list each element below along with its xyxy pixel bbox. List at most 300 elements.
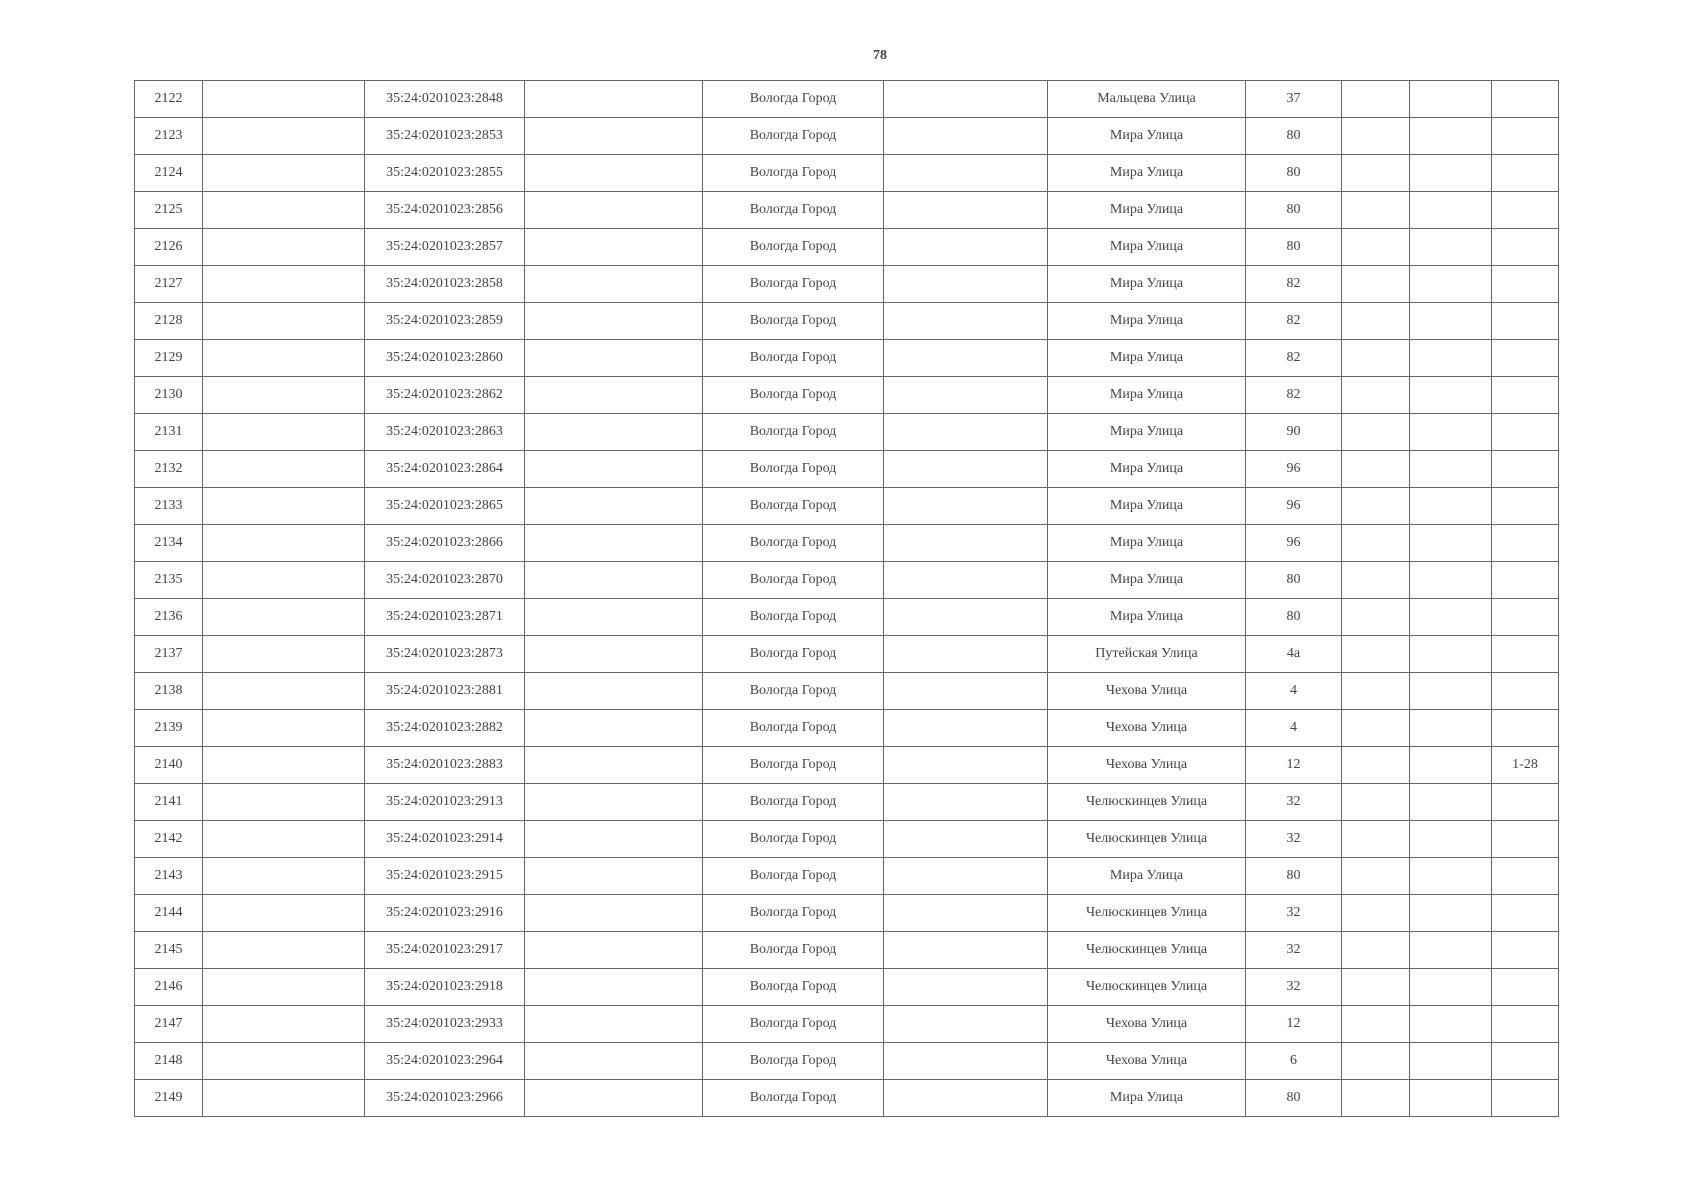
city-cell: Вологда Город (703, 932, 884, 969)
empty-cell (1410, 969, 1492, 1006)
apartment-cell (1492, 1006, 1559, 1043)
city-cell: Вологда Город (703, 599, 884, 636)
empty-cell (1342, 636, 1410, 673)
street-cell: Путейская Улица (1048, 636, 1246, 673)
house-number-cell: 32 (1246, 969, 1342, 1006)
house-number-cell: 96 (1246, 488, 1342, 525)
house-number-cell: 37 (1246, 81, 1342, 118)
row-number-cell: 2128 (135, 303, 203, 340)
page-number: 78 (873, 48, 887, 63)
cadastral-number-cell: 35:24:0201023:2873 (365, 636, 525, 673)
empty-cell (1410, 229, 1492, 266)
empty-cell (203, 118, 365, 155)
empty-cell (525, 969, 703, 1006)
house-number-cell: 80 (1246, 562, 1342, 599)
registry-table (134, 80, 1559, 1117)
apartment-cell (1492, 562, 1559, 599)
city-cell: Вологда Город (703, 673, 884, 710)
empty-cell (203, 377, 365, 414)
empty-cell (1410, 525, 1492, 562)
table-row (135, 1080, 1559, 1117)
empty-cell (525, 451, 703, 488)
empty-cell (203, 599, 365, 636)
empty-cell (525, 895, 703, 932)
empty-cell (1342, 266, 1410, 303)
apartment-cell (1492, 155, 1559, 192)
street-cell: Мира Улица (1048, 414, 1246, 451)
empty-cell (525, 636, 703, 673)
empty-cell (884, 562, 1048, 599)
table-row (135, 81, 1559, 118)
street-cell: Челюскинцев Улица (1048, 969, 1246, 1006)
empty-cell (884, 155, 1048, 192)
city-cell: Вологда Город (703, 266, 884, 303)
house-number-cell: 4 (1246, 673, 1342, 710)
empty-cell (525, 1080, 703, 1117)
cadastral-number-cell: 35:24:0201023:2856 (365, 192, 525, 229)
empty-cell (1342, 858, 1410, 895)
street-cell: Чехова Улица (1048, 673, 1246, 710)
cadastral-number-cell: 35:24:0201023:2915 (365, 858, 525, 895)
row-number-cell: 2146 (135, 969, 203, 1006)
street-cell: Мира Улица (1048, 1080, 1246, 1117)
empty-cell (203, 895, 365, 932)
empty-cell (1342, 932, 1410, 969)
apartment-cell: 1-28 (1492, 747, 1559, 784)
house-number-cell: 4а (1246, 636, 1342, 673)
empty-cell (1410, 1080, 1492, 1117)
street-cell: Мира Улица (1048, 118, 1246, 155)
empty-cell (203, 858, 365, 895)
city-cell: Вологда Город (703, 118, 884, 155)
cadastral-number-cell: 35:24:0201023:2913 (365, 784, 525, 821)
apartment-cell (1492, 192, 1559, 229)
apartment-cell (1492, 525, 1559, 562)
empty-cell (884, 932, 1048, 969)
empty-cell (203, 525, 365, 562)
empty-cell (525, 747, 703, 784)
empty-cell (1410, 303, 1492, 340)
cadastral-number-cell: 35:24:0201023:2966 (365, 1080, 525, 1117)
street-cell: Мира Улица (1048, 155, 1246, 192)
empty-cell (203, 488, 365, 525)
apartment-cell (1492, 673, 1559, 710)
empty-cell (1410, 1006, 1492, 1043)
empty-cell (525, 488, 703, 525)
house-number-cell: 80 (1246, 192, 1342, 229)
table-row (135, 451, 1559, 488)
apartment-cell (1492, 599, 1559, 636)
empty-cell (1342, 710, 1410, 747)
table-row (135, 562, 1559, 599)
empty-cell (203, 784, 365, 821)
empty-cell (1342, 562, 1410, 599)
table-row (135, 673, 1559, 710)
empty-cell (525, 118, 703, 155)
apartment-cell (1492, 118, 1559, 155)
house-number-cell: 82 (1246, 377, 1342, 414)
street-cell: Мира Улица (1048, 488, 1246, 525)
cadastral-number-cell: 35:24:0201023:2863 (365, 414, 525, 451)
empty-cell (1410, 488, 1492, 525)
row-number-cell: 2125 (135, 192, 203, 229)
empty-cell (1410, 636, 1492, 673)
empty-cell (884, 1006, 1048, 1043)
empty-cell (525, 821, 703, 858)
empty-cell (203, 1080, 365, 1117)
street-cell: Челюскинцев Улица (1048, 784, 1246, 821)
apartment-cell (1492, 266, 1559, 303)
street-cell: Мира Улица (1048, 377, 1246, 414)
empty-cell (525, 858, 703, 895)
row-number-cell: 2132 (135, 451, 203, 488)
apartment-cell (1492, 969, 1559, 1006)
city-cell: Вологда Город (703, 377, 884, 414)
empty-cell (203, 451, 365, 488)
city-cell: Вологда Город (703, 821, 884, 858)
house-number-cell: 80 (1246, 229, 1342, 266)
cadastral-number-cell: 35:24:0201023:2871 (365, 599, 525, 636)
city-cell: Вологда Город (703, 636, 884, 673)
table-row (135, 1006, 1559, 1043)
city-cell: Вологда Город (703, 303, 884, 340)
empty-cell (1410, 340, 1492, 377)
house-number-cell: 96 (1246, 525, 1342, 562)
house-number-cell: 96 (1246, 451, 1342, 488)
street-cell: Мира Улица (1048, 303, 1246, 340)
city-cell: Вологда Город (703, 488, 884, 525)
empty-cell (203, 155, 365, 192)
empty-cell (1342, 747, 1410, 784)
city-cell: Вологда Город (703, 895, 884, 932)
empty-cell (1342, 377, 1410, 414)
city-cell: Вологда Город (703, 340, 884, 377)
apartment-cell (1492, 488, 1559, 525)
empty-cell (1410, 784, 1492, 821)
empty-cell (1342, 599, 1410, 636)
street-cell: Челюскинцев Улица (1048, 895, 1246, 932)
table-row (135, 895, 1559, 932)
table-row (135, 377, 1559, 414)
row-number-cell: 2138 (135, 673, 203, 710)
empty-cell (884, 81, 1048, 118)
empty-cell (203, 414, 365, 451)
empty-cell (1410, 710, 1492, 747)
table-row (135, 229, 1559, 266)
empty-cell (1410, 673, 1492, 710)
empty-cell (884, 451, 1048, 488)
cadastral-number-cell: 35:24:0201023:2882 (365, 710, 525, 747)
empty-cell (884, 1080, 1048, 1117)
street-cell: Мира Улица (1048, 451, 1246, 488)
apartment-cell (1492, 303, 1559, 340)
city-cell: Вологда Город (703, 155, 884, 192)
table-row (135, 747, 1559, 784)
empty-cell (1342, 1006, 1410, 1043)
row-number-cell: 2136 (135, 599, 203, 636)
empty-cell (884, 414, 1048, 451)
apartment-cell (1492, 784, 1559, 821)
city-cell: Вологда Город (703, 1006, 884, 1043)
empty-cell (884, 858, 1048, 895)
empty-cell (203, 303, 365, 340)
empty-cell (1342, 895, 1410, 932)
empty-cell (1342, 821, 1410, 858)
empty-cell (203, 1006, 365, 1043)
empty-cell (1342, 673, 1410, 710)
empty-cell (1342, 525, 1410, 562)
house-number-cell: 80 (1246, 1080, 1342, 1117)
empty-cell (884, 118, 1048, 155)
empty-cell (203, 340, 365, 377)
empty-cell (1410, 155, 1492, 192)
cadastral-number-cell: 35:24:0201023:2853 (365, 118, 525, 155)
empty-cell (525, 1006, 703, 1043)
row-number-cell: 2142 (135, 821, 203, 858)
empty-cell (884, 303, 1048, 340)
empty-cell (884, 266, 1048, 303)
empty-cell (1342, 488, 1410, 525)
house-number-cell: 32 (1246, 895, 1342, 932)
row-number-cell: 2129 (135, 340, 203, 377)
table-row (135, 266, 1559, 303)
empty-cell (1410, 414, 1492, 451)
street-cell: Чехова Улица (1048, 1006, 1246, 1043)
empty-cell (525, 525, 703, 562)
empty-cell (1342, 969, 1410, 1006)
empty-cell (203, 1043, 365, 1080)
row-number-cell: 2148 (135, 1043, 203, 1080)
cadastral-number-cell: 35:24:0201023:2865 (365, 488, 525, 525)
empty-cell (1342, 81, 1410, 118)
empty-cell (884, 192, 1048, 229)
street-cell: Мальцева Улица (1048, 81, 1246, 118)
cadastral-number-cell: 35:24:0201023:2860 (365, 340, 525, 377)
page-number-container (834, 46, 926, 64)
table-row (135, 821, 1559, 858)
empty-cell (203, 562, 365, 599)
empty-cell (1342, 192, 1410, 229)
empty-cell (203, 192, 365, 229)
table-row (135, 784, 1559, 821)
table-row (135, 710, 1559, 747)
city-cell: Вологда Город (703, 192, 884, 229)
street-cell: Мира Улица (1048, 858, 1246, 895)
house-number-cell: 12 (1246, 1006, 1342, 1043)
house-number-cell: 82 (1246, 340, 1342, 377)
empty-cell (1410, 451, 1492, 488)
row-number-cell: 2137 (135, 636, 203, 673)
empty-cell (1342, 303, 1410, 340)
table-row (135, 858, 1559, 895)
table-row (135, 1043, 1559, 1080)
cadastral-number-cell: 35:24:0201023:2859 (365, 303, 525, 340)
table-row (135, 340, 1559, 377)
table-row (135, 636, 1559, 673)
house-number-cell: 80 (1246, 118, 1342, 155)
house-number-cell: 4 (1246, 710, 1342, 747)
empty-cell (884, 525, 1048, 562)
empty-cell (1342, 1043, 1410, 1080)
empty-cell (884, 710, 1048, 747)
apartment-cell (1492, 377, 1559, 414)
cadastral-number-cell: 35:24:0201023:2883 (365, 747, 525, 784)
cadastral-number-cell: 35:24:0201023:2917 (365, 932, 525, 969)
row-number-cell: 2126 (135, 229, 203, 266)
empty-cell (884, 599, 1048, 636)
empty-cell (884, 821, 1048, 858)
empty-cell (525, 562, 703, 599)
empty-cell (525, 340, 703, 377)
apartment-cell (1492, 340, 1559, 377)
empty-cell (1410, 1043, 1492, 1080)
city-cell: Вологда Город (703, 525, 884, 562)
empty-cell (203, 969, 365, 1006)
house-number-cell: 90 (1246, 414, 1342, 451)
street-cell: Мира Улица (1048, 192, 1246, 229)
row-number-cell: 2127 (135, 266, 203, 303)
empty-cell (884, 229, 1048, 266)
row-number-cell: 2140 (135, 747, 203, 784)
house-number-cell: 12 (1246, 747, 1342, 784)
apartment-cell (1492, 636, 1559, 673)
street-cell: Мира Улица (1048, 340, 1246, 377)
apartment-cell (1492, 710, 1559, 747)
apartment-cell (1492, 858, 1559, 895)
empty-cell (203, 266, 365, 303)
table-row (135, 932, 1559, 969)
house-number-cell: 32 (1246, 932, 1342, 969)
table-row (135, 155, 1559, 192)
house-number-cell: 6 (1246, 1043, 1342, 1080)
empty-cell (1410, 81, 1492, 118)
empty-cell (1342, 784, 1410, 821)
row-number-cell: 2124 (135, 155, 203, 192)
cadastral-number-cell: 35:24:0201023:2862 (365, 377, 525, 414)
street-cell: Мира Улица (1048, 229, 1246, 266)
empty-cell (1342, 155, 1410, 192)
row-number-cell: 2139 (135, 710, 203, 747)
empty-cell (525, 377, 703, 414)
city-cell: Вологда Город (703, 710, 884, 747)
house-number-cell: 80 (1246, 155, 1342, 192)
empty-cell (1410, 562, 1492, 599)
street-cell: Мира Улица (1048, 525, 1246, 562)
empty-cell (525, 229, 703, 266)
row-number-cell: 2134 (135, 525, 203, 562)
empty-cell (203, 81, 365, 118)
city-cell: Вологда Город (703, 784, 884, 821)
cadastral-number-cell: 35:24:0201023:2918 (365, 969, 525, 1006)
empty-cell (884, 673, 1048, 710)
city-cell: Вологда Город (703, 858, 884, 895)
apartment-cell (1492, 414, 1559, 451)
cadastral-number-cell: 35:24:0201023:2858 (365, 266, 525, 303)
cadastral-number-cell: 35:24:0201023:2848 (365, 81, 525, 118)
row-number-cell: 2143 (135, 858, 203, 895)
apartment-cell (1492, 229, 1559, 266)
empty-cell (525, 266, 703, 303)
street-cell: Челюскинцев Улица (1048, 932, 1246, 969)
empty-cell (884, 1043, 1048, 1080)
row-number-cell: 2145 (135, 932, 203, 969)
table-row (135, 192, 1559, 229)
empty-cell (525, 710, 703, 747)
cadastral-number-cell: 35:24:0201023:2870 (365, 562, 525, 599)
empty-cell (203, 710, 365, 747)
street-cell: Мира Улица (1048, 599, 1246, 636)
empty-cell (525, 192, 703, 229)
house-number-cell: 82 (1246, 303, 1342, 340)
empty-cell (1342, 229, 1410, 266)
empty-cell (525, 599, 703, 636)
street-cell: Челюскинцев Улица (1048, 821, 1246, 858)
city-cell: Вологда Город (703, 1043, 884, 1080)
empty-cell (884, 747, 1048, 784)
street-cell: Чехова Улица (1048, 710, 1246, 747)
empty-cell (1342, 451, 1410, 488)
row-number-cell: 2133 (135, 488, 203, 525)
cadastral-number-cell: 35:24:0201023:2964 (365, 1043, 525, 1080)
empty-cell (525, 414, 703, 451)
empty-cell (525, 1043, 703, 1080)
empty-cell (884, 784, 1048, 821)
house-number-cell: 32 (1246, 821, 1342, 858)
empty-cell (525, 784, 703, 821)
empty-cell (1342, 340, 1410, 377)
city-cell: Вологда Город (703, 229, 884, 266)
empty-cell (525, 155, 703, 192)
empty-cell (884, 636, 1048, 673)
empty-cell (1410, 599, 1492, 636)
city-cell: Вологда Город (703, 562, 884, 599)
row-number-cell: 2141 (135, 784, 203, 821)
city-cell: Вологда Город (703, 81, 884, 118)
empty-cell (525, 673, 703, 710)
table-row (135, 488, 1559, 525)
cadastral-number-cell: 35:24:0201023:2914 (365, 821, 525, 858)
table-body (135, 81, 1559, 1117)
row-number-cell: 2147 (135, 1006, 203, 1043)
street-cell: Чехова Улица (1048, 1043, 1246, 1080)
empty-cell (1410, 895, 1492, 932)
table-row (135, 599, 1559, 636)
street-cell: Мира Улица (1048, 266, 1246, 303)
empty-cell (525, 303, 703, 340)
table-row (135, 118, 1559, 155)
table-row (135, 525, 1559, 562)
house-number-cell: 32 (1246, 784, 1342, 821)
table-row (135, 969, 1559, 1006)
city-cell: Вологда Город (703, 451, 884, 488)
apartment-cell (1492, 932, 1559, 969)
empty-cell (203, 673, 365, 710)
empty-cell (1410, 821, 1492, 858)
cadastral-number-cell: 35:24:0201023:2857 (365, 229, 525, 266)
house-number-cell: 82 (1246, 266, 1342, 303)
city-cell: Вологда Город (703, 1080, 884, 1117)
house-number-cell: 80 (1246, 858, 1342, 895)
empty-cell (1410, 192, 1492, 229)
cadastral-number-cell: 35:24:0201023:2881 (365, 673, 525, 710)
empty-cell (884, 895, 1048, 932)
cadastral-number-cell: 35:24:0201023:2855 (365, 155, 525, 192)
city-cell: Вологда Город (703, 747, 884, 784)
row-number-cell: 2144 (135, 895, 203, 932)
empty-cell (1410, 118, 1492, 155)
city-cell: Вологда Город (703, 969, 884, 1006)
empty-cell (1342, 118, 1410, 155)
